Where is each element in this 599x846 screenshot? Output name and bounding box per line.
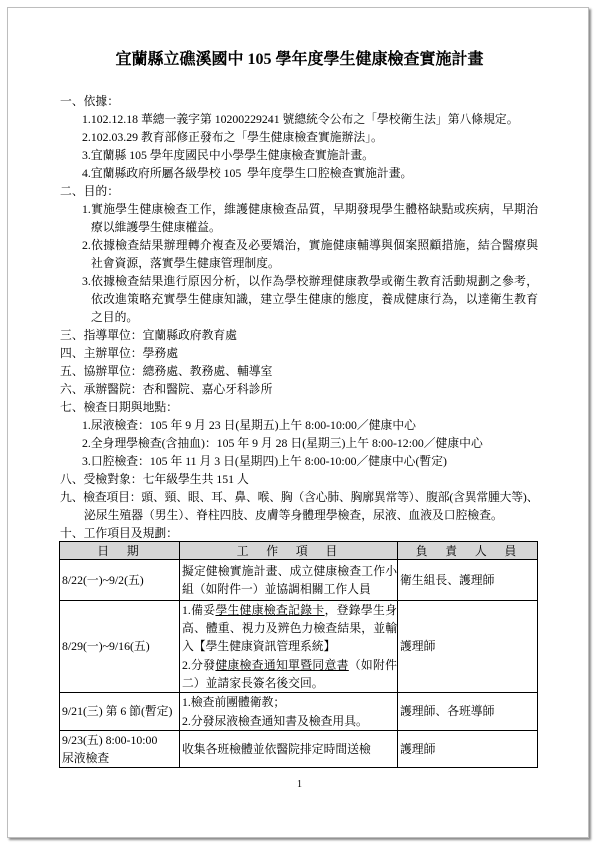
purpose-item-line: 之目的。 (91, 310, 139, 324)
task-text: 1.備妥 (182, 603, 216, 617)
page-number: 1 (297, 779, 302, 790)
section-work-plan-heading: 十、工作項目及規劃： (60, 526, 178, 540)
section-value: 杏和醫院、嘉心牙科診所 (142, 382, 273, 396)
task-text: ，登錄學生身高、體重、視力及辨色力檢查結果，並輸入【學生健康資訊管理系統】 (182, 603, 397, 654)
section-examinees (60, 470, 538, 488)
table-header-staff: 負 責 人 員 (398, 542, 538, 560)
purpose-item-line: 1.實施學生健康檢查工作，維護健康檢查品質，早期發現學生體格缺點或疾病，早期治 (82, 202, 538, 216)
purpose-item-line: 社會資源，落實學生健康管理制度。 (91, 256, 280, 270)
staff-text: 護理師 (400, 639, 436, 654)
section-value: 七年級學生共 151 人 (142, 472, 249, 486)
table-cell-task (180, 560, 398, 601)
section-heading: 六、承辦醫院： (60, 382, 143, 396)
task-text: 收集各班檢體並依醫院排定時間送檢 (182, 741, 371, 756)
table-cell-date (60, 693, 180, 731)
section-heading: 八、受檢對象： (60, 472, 143, 486)
purpose-item-line: 依改進策略充實學生健康知識，建立學生健康的態度，養成健康行為，以達衛生教育 (91, 292, 538, 306)
date-text: 8/22(一)~9/2(五) (62, 572, 144, 587)
table-cell-task (180, 693, 398, 731)
date-text: 8/29(一)~9/16(五) (62, 639, 150, 654)
section-value: 學務處 (142, 346, 178, 360)
date-text: 9/23(五) 8:00-10:00 (62, 732, 158, 747)
table-cell-task (180, 601, 398, 693)
section-purpose-heading: 二、目的： (60, 184, 119, 198)
staff-text: 護理師 (400, 741, 436, 756)
table-cell-staff (398, 693, 538, 731)
section-heading: 三、指導單位： (60, 328, 143, 342)
section-exam-items (60, 488, 538, 506)
purpose-item-line: 療以維護學生健康權益。 (91, 220, 221, 234)
basis-item: 2.102.03.29 教育部修正發布之「學生健康檢查實施辦法」。 (82, 130, 383, 144)
section-guidance-unit (60, 326, 538, 344)
section-heading: 九、檢查項目： (60, 490, 142, 504)
table-cell-date (60, 560, 180, 601)
basis-item: 4.宜蘭縣政府所屬各級學校 105 學年度學生口腔檢查實施計畫。 (82, 166, 413, 180)
task-underlined-text: 學生健康檢查記錄卡 (215, 603, 325, 617)
section-value: 宜蘭縣政府教育處 (142, 328, 237, 342)
date-item: 3.口腔檢查：105 年 11 月 3 日(星期四)上午 8:00-10:00／健康中心(暫定) (82, 454, 447, 468)
task-underlined-text: 健康檢查通知單暨同意書 (215, 657, 349, 672)
section-heading: 四、主辦單位： (60, 346, 143, 360)
table-cell-date (60, 601, 180, 693)
date-item: 2.全身理學檢查(含抽血)：105 年 9 月 28 日(星期三)上午 8:00-12:00／健康中心 (82, 436, 483, 450)
date-text: 9/21(三) 第 6 節(暫定) (62, 704, 173, 719)
document-body (0, 92, 599, 542)
table-cell-task (180, 731, 398, 768)
task-item (182, 601, 397, 656)
table-cell-staff (398, 601, 538, 693)
table-cell-staff (398, 731, 538, 768)
schedule-table (59, 541, 538, 768)
table-header-task: 工 作 項 目 (180, 542, 398, 560)
table-cell-staff (398, 560, 538, 601)
date-item: 1.尿液檢查：105 年 9 月 23 日(星期五)上午 8:00-10:00／健康中心 (82, 418, 416, 432)
staff-text: 護理師、各班導師 (400, 704, 495, 719)
date-text: 尿液檢查 (62, 751, 110, 765)
task-text: 擬定健檢實施計畫、成立健康檢查工作小組（如附件一）並協調相關工作人員 (182, 563, 397, 596)
purpose-item-line: 3.依據檢查結果進行原因分析，以作為學校辦理健康教學或衛生教育活動規劃之參考， (82, 274, 538, 288)
staff-text: 衛生組長、護理師 (400, 572, 495, 587)
document-title: 宜蘭縣立礁溪國中 105 學年度學生健康檢查實施計畫 (115, 51, 484, 68)
section-heading: 五、協辦單位： (60, 364, 143, 378)
basis-item: 1.102.12.18 華總一義字第 10200229241 號總統令公布之「學校衛生法」第八條規定。 (82, 112, 519, 126)
section-dates-heading: 七、檢查日期與地點： (60, 400, 178, 414)
section-value-line: 頭、頸、眼、耳、鼻、喉、胸（含心肺、胸廓異常等）、腹部(含異常腫大等)、 (141, 490, 538, 504)
task-text: （如附件二）並請家長簽名後交回。 (182, 657, 397, 690)
section-co-units (60, 362, 538, 380)
basis-item: 3.宜蘭縣 105 學年度國民中小學學生健康檢查實施計畫。 (82, 148, 374, 162)
table-header-date: 日 期 (60, 542, 180, 560)
section-basis-heading: 一、依據： (60, 94, 119, 108)
task-text: 2.分發 (182, 657, 216, 672)
purpose-item-line: 2.依據檢查結果辦理轉介複查及必要矯治，實施健康輔導與個案照顧措施，結合醫療與 (82, 238, 538, 252)
table-cell-date (60, 731, 180, 768)
task-item (182, 656, 397, 692)
task-item: 2.分發尿液檢查通知書及檢查用具。 (182, 713, 368, 728)
exam-items-line: 泌尿生殖器（男生）、脊柱四肢、皮膚等身體理學檢查，尿液、血液及口腔檢查。 (84, 508, 503, 522)
task-item: 1.檢查前團體衛教； (182, 695, 286, 710)
section-value: 總務處、教務處、輔導室 (142, 364, 273, 378)
section-host-unit (60, 344, 538, 362)
section-hospitals (60, 380, 538, 398)
